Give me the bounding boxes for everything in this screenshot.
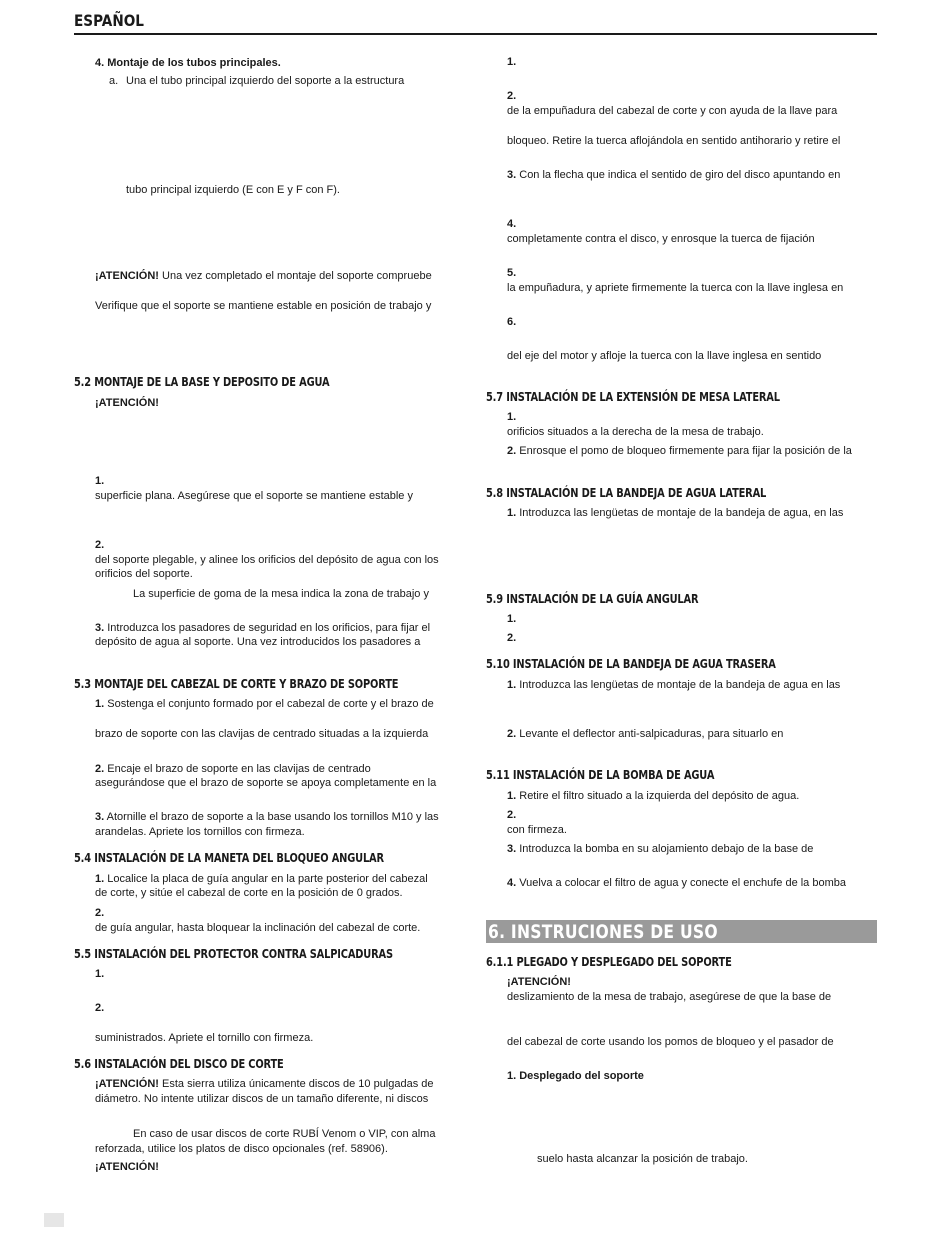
- disc-step1-num: 1.: [507, 56, 517, 68]
- attention-label: ¡ATENCIÓN!: [95, 270, 159, 282]
- s6-text-a: deslizamiento de la mesa de trabajo, asegúrese de que la base de: [507, 991, 832, 1003]
- s6-text-b: del cabezal de corte usando los pomos de bloqueo y el pasador de: [507, 1036, 834, 1048]
- s59-step2-num: 2.: [507, 632, 517, 644]
- section-5-9-heading: 5.9 INSTALACIÓN DE LA GUÍA ANGULAR: [486, 592, 699, 606]
- s53-step3-cont: arandelas. Apriete los tornillos con firmeza.: [95, 826, 305, 838]
- s57-step2: 2. Enrosque el pomo de bloqueo firmemente para fijar la posición de la: [507, 445, 852, 457]
- s55-step1-num: 1.: [95, 968, 105, 980]
- disc-step4-num: 4.: [507, 218, 517, 230]
- s52-step3-cont: depósito de agua al soporte. Una vez introducidos los pasadores a: [95, 636, 421, 648]
- section-5-6-heading: 5.6 INSTALACIÓN DEL DISCO DE CORTE: [74, 1057, 284, 1071]
- s57-step1-text: orificios situados a la derecha de la mesa de trabajo.: [507, 426, 764, 438]
- s55-step2-num: 2.: [95, 1002, 105, 1014]
- language-header: ESPAÑOL: [74, 11, 144, 30]
- s54-step2-text: de guía angular, hasta bloquear la inclinación del cabezal de corte.: [95, 922, 421, 934]
- section-6-1-1-heading: 6.1.1 PLEGADO Y DESPLEGADO DEL SOPORTE: [486, 955, 732, 969]
- step4-attention: [95, 269, 432, 283]
- disc-step3: 3. Con la flecha que indica el sentido de giro del disco apuntando en: [507, 169, 841, 181]
- disc-step2-text: de la empuñadura del cabezal de corte y con ayuda de la llave para: [507, 105, 838, 117]
- s511-step2-text: con firmeza.: [507, 824, 567, 836]
- section-5-10-heading: 5.10 INSTALACIÓN DE LA BANDEJA DE AGUA TRASERA: [486, 657, 776, 671]
- s511-step1: 1. Retire el filtro situado a la izquierda del depósito de agua.: [507, 790, 800, 802]
- step4-title: 4. Montaje de los tubos principales.: [95, 57, 281, 69]
- s52-step2-text-b: orificios del soporte.: [95, 568, 193, 580]
- s54-step1-cont: de corte, y sitúe el cabezal de corte en la posición de 0 grados.: [95, 887, 403, 899]
- s56-attention-2: ¡ATENCIÓN!: [95, 1161, 159, 1173]
- step4a-text: Una el tubo principal izquierdo del soporte a la estructura: [126, 75, 405, 87]
- s53-step1-cont: brazo de soporte con las clavijas de centrado situadas a la izquierda: [95, 728, 429, 740]
- s53-step2: 2. Encaje el brazo de soporte en las clavijas de centrado: [95, 763, 371, 775]
- s511-step2-num: 2.: [507, 809, 517, 821]
- disc-step6-text: del eje del motor y afloje la tuerca con la llave inglesa en sentido: [507, 350, 822, 362]
- section-5-7-heading: 5.7 INSTALACIÓN DE LA EXTENSIÓN DE MESA LATERAL: [486, 390, 780, 404]
- page-number-box: [44, 1213, 64, 1227]
- s52-step1-num: 1.: [95, 475, 105, 487]
- section-5-3-heading: 5.3 MONTAJE DEL CABEZAL DE CORTE Y BRAZO DE SOPORTE: [74, 677, 399, 691]
- s57-step1-num: 1.: [507, 411, 517, 423]
- section-6-banner: [486, 920, 877, 943]
- section-5-8-heading: 5.8 INSTALACIÓN DE LA BANDEJA DE AGUA LATERAL: [486, 486, 767, 500]
- s56-attention-cont: diámetro. No intente utilizar discos de un tamaño diferente, ni discos: [95, 1093, 429, 1105]
- section-5-4-heading: 5.4 INSTALACIÓN DE LA MANETA DEL BLOQUEO ANGULAR: [74, 851, 384, 865]
- s52-step2-text-a: del soporte plegable, y alinee los orificios del depósito de agua con los: [95, 554, 439, 566]
- s53-step1: 1. Sostenga el conjunto formado por el cabezal de corte y el brazo de: [95, 698, 434, 710]
- section-5-2-heading: 5.2 MONTAJE DE LA BASE Y DEPOSITO DE AGUA: [74, 375, 330, 389]
- s6-unfold-title: 1. Desplegado del soporte: [507, 1070, 644, 1082]
- s52-note: La superficie de goma de la mesa indica la zona de trabajo y: [133, 588, 429, 600]
- s54-step2-num: 2.: [95, 907, 105, 919]
- attention-text: Una vez completado el montaje del soporte compruebe: [158, 270, 432, 282]
- s59-step1-num: 1.: [507, 613, 517, 625]
- s511-step3: 3. Introduzca la bomba en su alojamiento debajo de la base de: [507, 843, 814, 855]
- s52-step1-text: superficie plana. Asegúrese que el soporte se mantiene estable y: [95, 490, 413, 502]
- section-5-2-attention: ¡ATENCIÓN!: [95, 397, 159, 409]
- s6-attention: ¡ATENCIÓN!: [507, 976, 571, 988]
- section-6-title: 6. INSTRUCIONES DE USO: [488, 921, 718, 943]
- s52-step3: 3. Introduzca los pasadores de seguridad en los orificios, para fijar el: [95, 622, 431, 634]
- step4-verify: Verifique que el soporte se mantiene estable en posición de trabajo y: [95, 300, 432, 312]
- s53-step2-cont: asegurándose que el brazo de soporte se apoya completamente en la: [95, 777, 437, 789]
- section-5-5-heading: 5.5 INSTALACIÓN DEL PROTECTOR CONTRA SALPICADURAS: [74, 947, 393, 961]
- disc-step5-num: 5.: [507, 267, 517, 279]
- s56-venom-note-cont: reforzada, utilice los platos de disco opcionales (ref. 58906).: [95, 1143, 388, 1155]
- s56-attention: ¡ATENCIÓN! Esta sierra utiliza únicamente discos de 10 pulgadas de: [95, 1078, 434, 1090]
- s510-step2: 2. Levante el deflector anti-salpicaduras, para situarlo en: [507, 728, 784, 740]
- s511-step4: 4. Vuelva a colocar el filtro de agua y conecte el enchufe de la bomba: [507, 877, 846, 889]
- header-rule: [74, 33, 877, 35]
- step4a-cont: tubo principal izquierdo (E con E y F con F).: [126, 184, 340, 196]
- disc-step6-num: 6.: [507, 316, 517, 328]
- s6-floor-text: suelo hasta alcanzar la posición de trabajo.: [537, 1153, 748, 1165]
- disc-step4-text: completamente contra el disco, y enrosque la tuerca de fijación: [507, 233, 815, 245]
- step4a-label: a.: [109, 75, 119, 87]
- s52-step2-num: 2.: [95, 539, 105, 551]
- disc-step2-num: 2.: [507, 90, 517, 102]
- s53-step3: 3. Atornille el brazo de soporte a la base usando los tornillos M10 y las: [95, 811, 439, 823]
- s56-venom-note: En caso de usar discos de corte RUBÍ Venom o VIP, con alma: [133, 1128, 436, 1140]
- s58-step1: 1. Introduzca las lengüetas de montaje de la bandeja de agua, en las: [507, 507, 844, 519]
- s510-step1: 1. Introduzca las lengüetas de montaje de la bandeja de agua en las: [507, 679, 841, 691]
- disc-step5-text: la empuñadura, y apriete firmemente la tuerca con la llave inglesa en: [507, 282, 844, 294]
- disc-step2-cont: bloqueo. Retire la tuerca aflojándola en sentido antihorario y retire el: [507, 135, 841, 147]
- section-5-11-heading: 5.11 INSTALACIÓN DE LA BOMBA DE AGUA: [486, 768, 715, 782]
- s55-text: suministrados. Apriete el tornillo con firmeza.: [95, 1032, 314, 1044]
- s54-step1: 1. Localice la placa de guía angular en la parte posterior del cabezal: [95, 873, 428, 885]
